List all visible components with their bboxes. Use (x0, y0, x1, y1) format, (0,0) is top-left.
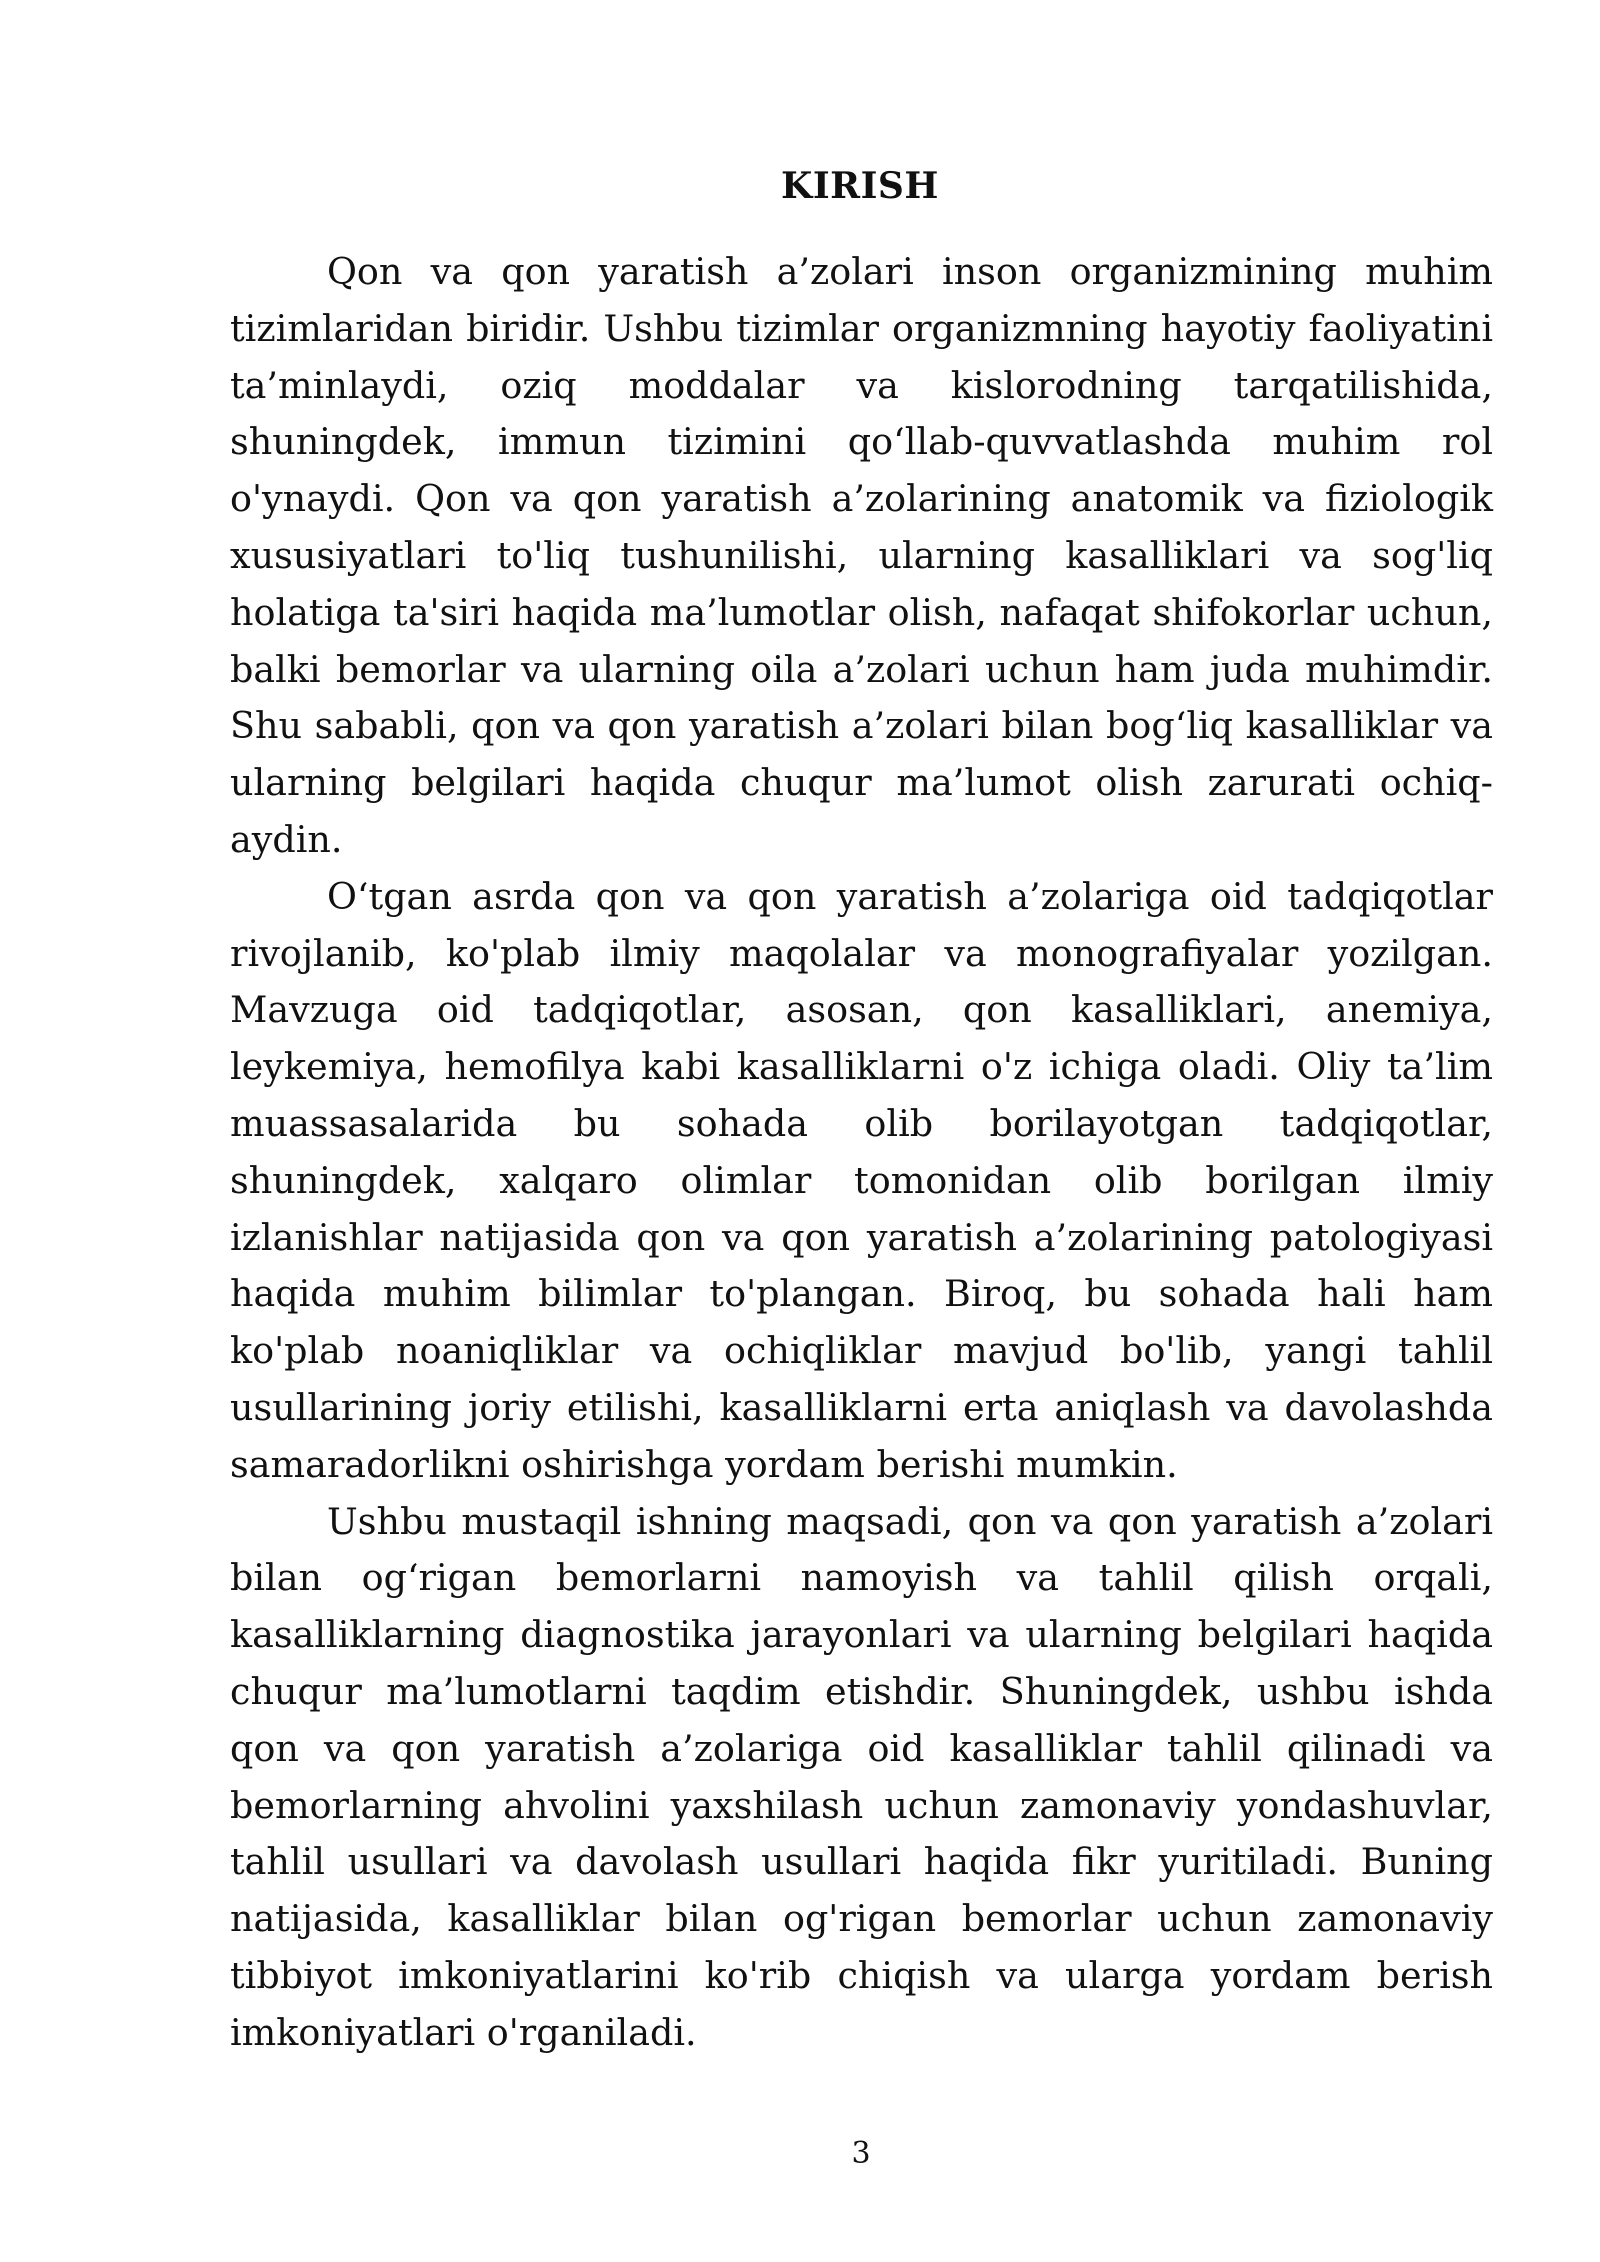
paragraph-2: O‘tgan asrda qon va qon yaratish a’zolariga oid tadqiqotlar rivojlanib, ko'plab ilmiy maqolalar va monografiyalar yozilgan. Mavzuga oid tadqiqotlar, asosan, qon kasalliklari, anemiya, leykemiya, hemofilya kabi kasalliklarni o'z ichiga oladi. Oliy ta’lim muassasalarida bu sohada olib borilayotgan tadqiqotlar, shuningdek, xalqaro olimlar tomonidan olib borilgan ilmiy izlanishlar natijasida qon va qon yaratish a’zolarining patologiyasi haqida muhim bilimlar to'plangan. Biroq, bu sohada hali ham ko'plab noaniqliklar va ochiqliklar mavjud bo'lib, yangi tahlil usullarining joriy etilishi, kasalliklarni erta aniqlash va davolashda samaradorlikni oshirishga yordam berishi mumkin. (230, 874, 1493, 1486)
paragraph-3: Ushbu mustaqil ishning maqsadi, qon va qon yaratish a’zolari bilan og‘rigan bemorlarni namoyish va tahlil qilish orqali, kasalliklarning diagnostika jarayonlari va ularning belgilari haqida chuqur ma’lumotlarni taqdim etishdir. Shuningdek, ushbu ishda qon va qon yaratish a’zolariga oid kasalliklar tahlil qilinadi va bemorlarning ahvolini yaxshilash uchun zamonaviy yondashuvlar, tahlil usullari va davolash usullari haqida fikr yuritiladi. Buning natijasida, kasalliklar bilan og'rigan bemorlar uchun zamonaviy tibbiyot imkoniyatlarini ko'rib chiqish va ularga yordam berish imkoniyatlari o'rganiladi. (230, 1499, 1493, 2054)
page-number: 3 (851, 2136, 871, 2171)
paragraph-1: Qon va qon yaratish a’zolari inson organizmining muhim tizimlaridan biridir. Ushbu tizimlar organizmning hayotiy faoliyatini ta’minlaydi, oziq moddalar va kislorodning tarqatilishida, shuningdek, immun tizimini qo‘llab-quvvatlashda muhim rol o'ynaydi. Qon va qon yaratish a’zolarining anatomik va fiziologik xususiyatlari to'liq tushunilishi, ularning kasalliklari va sog'liq holatiga ta'siri haqida ma’lumotlar olish, nafaqat shifokorlar uchun, balki bemorlar va ularning oila a’zolari uchun ham juda muhimdir. Shu sababli, qon va qon yaratish a’zolari bilan bog‘liq kasalliklar va ularning belgilari haqida chuqur ma’lumot olish zarurati ochiq-aydin. (230, 250, 1493, 861)
body-text (230, 244, 1493, 2062)
page-title: KIRISH (781, 165, 939, 207)
